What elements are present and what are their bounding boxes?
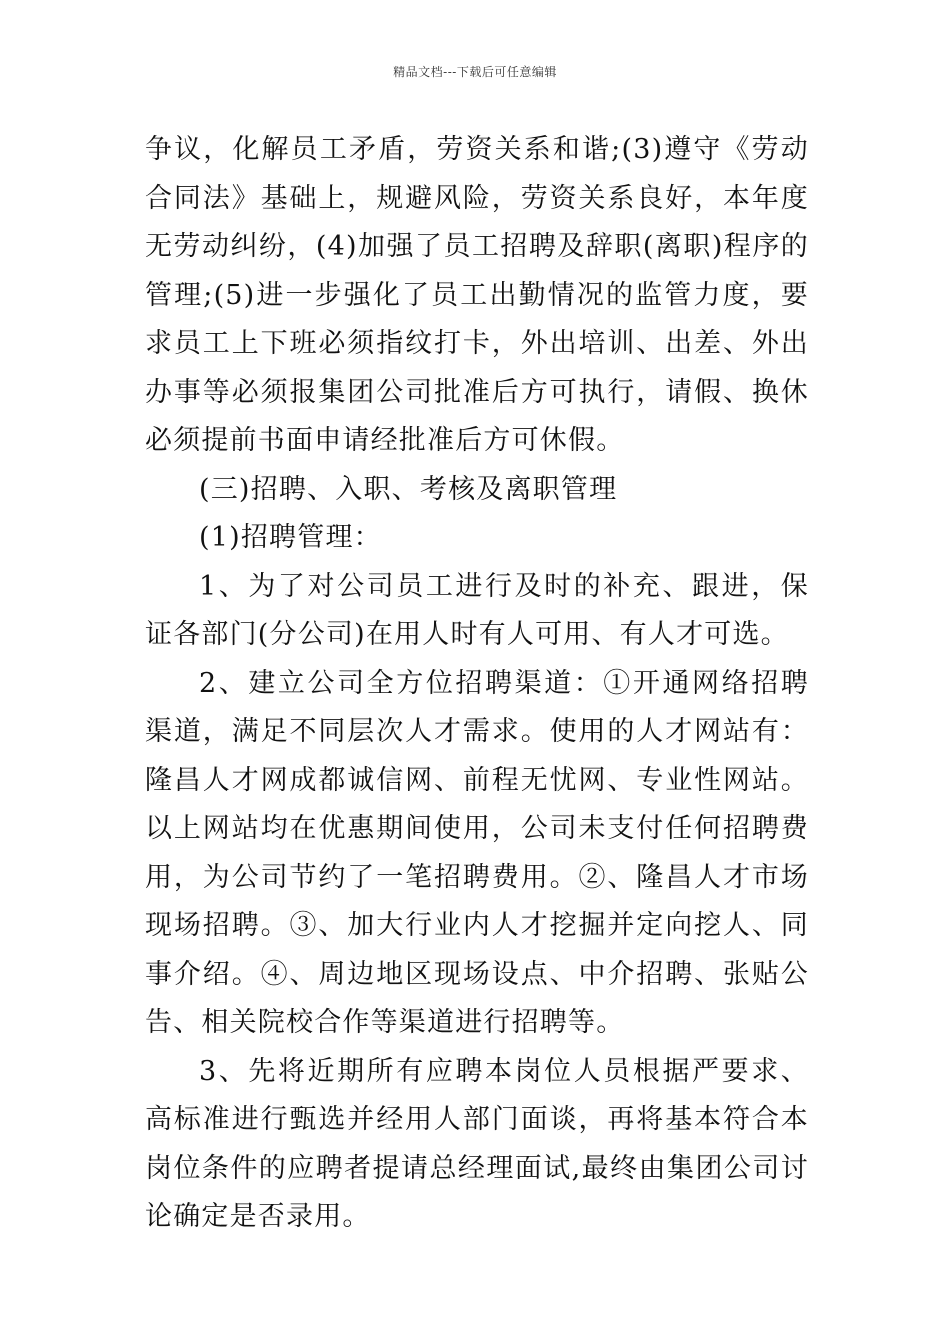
paragraph-item-2: 2、建立公司全方位招聘渠道：①开通网络招聘渠道，满足不同层次人才需求。使用的人才网站有：隆昌人才网成都诚信网、前程无忧网、专业性网站。以上网站均在优惠期间使用，公司未支付任何招聘费用，为公司节约了一笔招聘费用。②、隆昌人才市场现场招聘。③、加大行业内人才挖掘并定向挖人、同事介绍。④、周边地区现场设点、中介招聘、张贴公告、相关院校合作等渠道进行招聘等。: [145, 667, 809, 1038]
subsection-heading: (1)招聘管理：: [199, 522, 382, 553]
paragraph-continued: 争议，化解员工矛盾，劳资关系和谐;(3)遵守《劳动合同法》基础上，规避风险，劳资关系良好，本年度无劳动纠纷，(4)加强了员工招聘及辞职(离职)程序的管理;(5)进一步强化了员工出勤情况的监管力度，要求员工上下班必须指纹打卡，外出培训、出差、外出办事等必须报集团公司批准后方可执行，请假、换休必须提前书面申请经批准后方可休假。: [145, 134, 809, 456]
page-header: 精品文档---下载后可任意编辑: [393, 65, 557, 79]
paragraph-item-3: 3、先将近期所有应聘本岗位人员根据严要求、高标准进行甄选并经用人部门面谈，再将基本符合本岗位条件的应聘者提请总经理面试,最终由集团公司讨论确定是否录用。: [145, 1055, 809, 1232]
section-heading: (三)招聘、入职、考核及离职管理: [199, 473, 618, 505]
document-body: [145, 126, 809, 1242]
paragraph-item-1: 1、为了对公司员工进行及时的补充、跟进，保证各部门(分公司)在用人时有人可用、有人才可选。: [145, 570, 809, 650]
